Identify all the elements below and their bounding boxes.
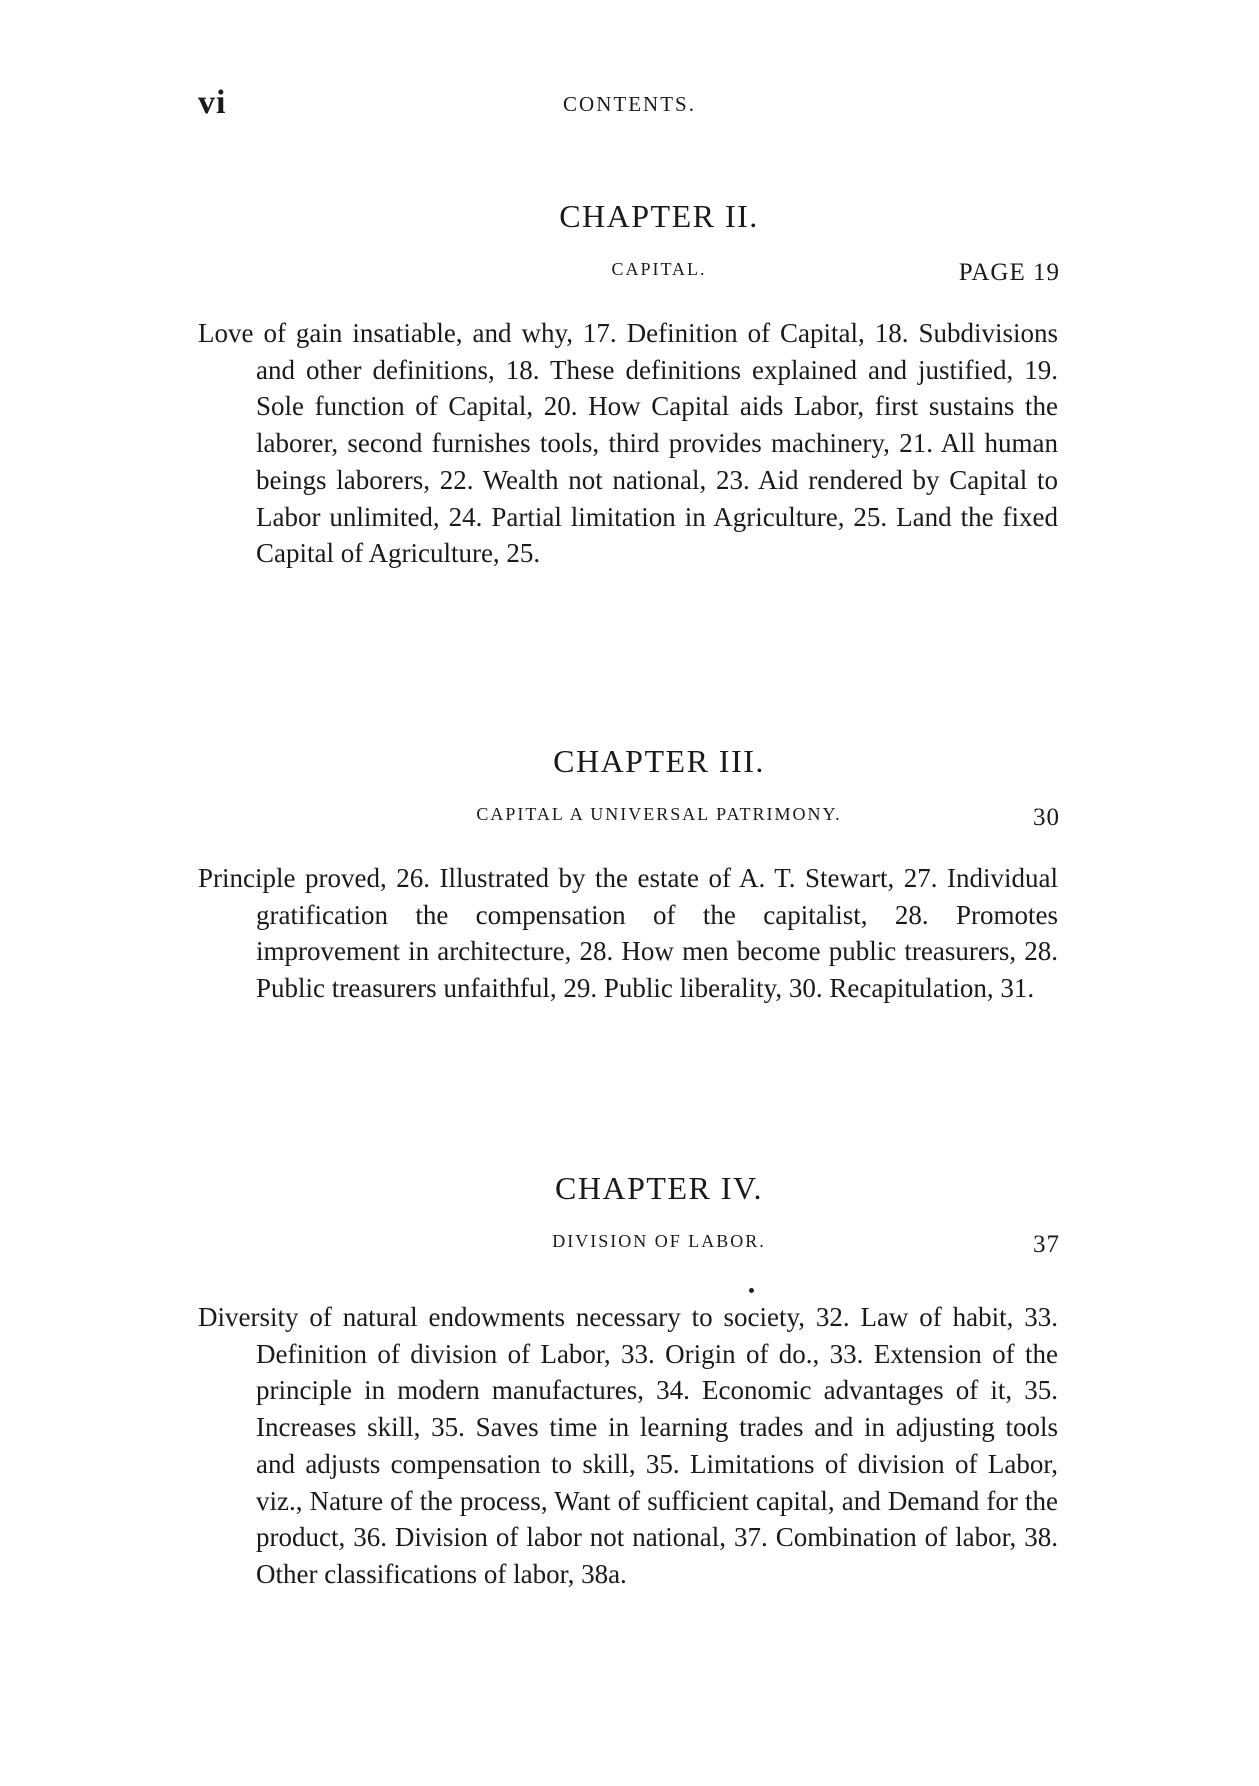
chapter-2-section: [198, 198, 1060, 572]
chapter-title: CHAPTER II.: [559, 198, 759, 234]
chapter-subhead: [198, 804, 1060, 838]
chapter-subhead: [198, 259, 1060, 293]
chapter-page-ref: 30: [1033, 804, 1060, 831]
chapter-page-ref: PAGE 19: [958, 259, 1060, 286]
chapter-subject: CAPITAL.: [611, 259, 707, 279]
chapter-subject: DIVISION OF LABOR.: [552, 1231, 766, 1251]
chapter-page-ref: 37: [1033, 1231, 1060, 1258]
chapter-title: CHAPTER IV.: [555, 1170, 763, 1206]
chapter-summary: Principle proved, 26. Illustrated by the estate of A. T. Stewart, 27. Individual gratification the compensation of the capitalist, 28. Promotes improvement in architecture, 28. How men become public treasurers, 28. Public treasurers unfaithful, 29. Public liberality, 30. Recapitulation, 31.: [198, 863, 1058, 1004]
chapter-summary: Love of gain insatiable, and why, 17. Definition of Capital, 18. Subdivisions and other definitions, 18. These definitions explained and justified, 19. Sole function of Capital, 20. How Capital aids Labor, first sustains the laborer, second furnishes tools, third provides machinery, 21. All human beings laborers, 22. Wealth not national, 23. Aid rendered by Capital to Labor unlimited, 24. Partial limitation in Agriculture, 25. Land the fixed Capital of Agriculture, 25.: [198, 318, 1058, 569]
chapter-title: CHAPTER III.: [553, 743, 765, 779]
chapter-summary: Diversity of natural endowments necessary to society, 32. Law of habit, 33. Definition of division of Labor, 33. Origin of do., 33. Extension of the principle in modern manufactures, 34. Economic advantages of it, 35. Increases skill, 35. Saves time in learning trades and in adjusting tools and adjusts compensation to skill, 35. Limitations of division of Labor, viz., Nature of the process, Want of sufficient capital, and Demand for the product, 36. Division of labor not national, 37. Combination of labor, 38. Other classifications of labor, 38a.: [198, 1302, 1058, 1589]
page-number: vi: [198, 84, 227, 121]
print-speck: [749, 1288, 754, 1293]
running-head: CONTENTS.: [563, 92, 696, 116]
chapter-3-section: [198, 743, 1060, 1007]
chapter-4-section: [198, 1170, 1060, 1593]
chapter-subject: CAPITAL A UNIVERSAL PATRIMONY.: [476, 804, 842, 824]
chapter-subhead: [198, 1231, 1060, 1265]
